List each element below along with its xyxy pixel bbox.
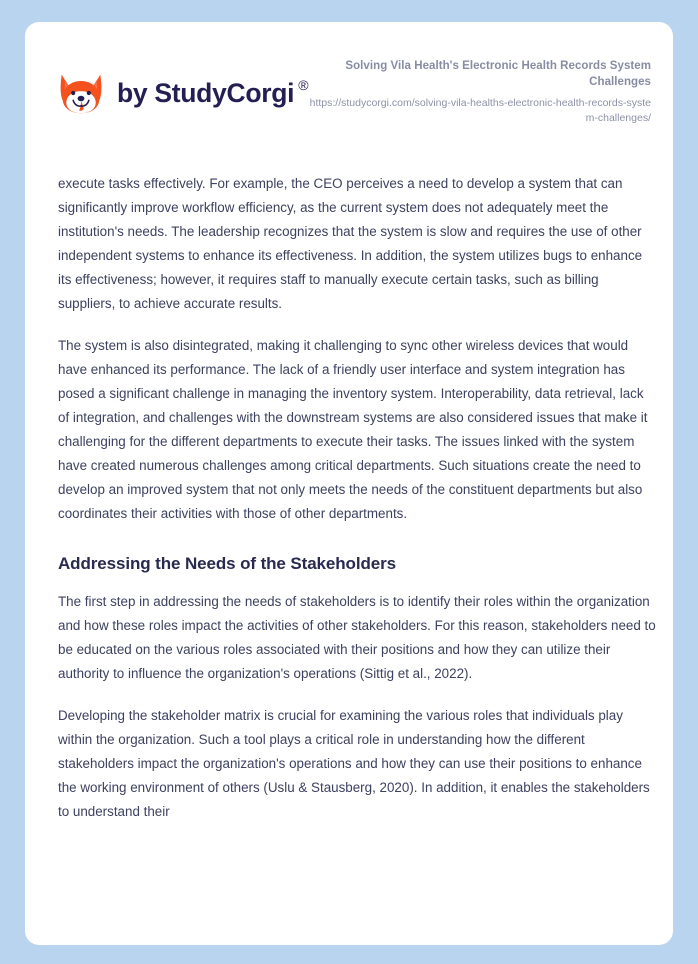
brand-lockup — [58, 66, 308, 116]
corgi-head-icon — [58, 70, 104, 116]
section-heading-stakeholders: Addressing the Needs of the Stakeholders — [58, 554, 396, 573]
paragraph-system-limitations: execute tasks effectively. For example, the CEO perceives a need to develop a system that can significantly improve workflow efficiency, as the current system does not adequately meet the institution's needs. The leadership recognizes that the system is slow and requires the use of other independent systems to enhance its effectiveness. In addition, the system utilizes bugs to enhance its effectiveness; however, it requires staff to manually execute certain tasks, such as billing suppliers, to achieve accurate results. — [58, 176, 643, 311]
document-url[interactable]: https://studycorgi.com/solving-vila-healths-electronic-health-records-system-challenges/ — [309, 97, 651, 125]
document-title: Solving Vila Health's Electronic Health Records System Challenges — [345, 59, 651, 89]
document-paper — [25, 22, 673, 945]
document-meta — [308, 56, 651, 126]
brand-wordmark-text: by StudyCorgi — [117, 77, 295, 108]
paragraph-stakeholder-matrix: Developing the stakeholder matrix is crucial for examining the various roles that individuals play within the organization. Such a tool plays a critical role in understanding how the different stakeholders impact the organization's operations and how they can use their positions to enhance the working environment of others (Uslu & Stausberg, 2020). In addition, it enables the stakeholders to understand their — [58, 708, 650, 819]
paragraph-stakeholder-roles: The first step in addressing the needs of stakeholders is to identify their roles within the organization and how these roles impact the activities of other stakeholders. For this reason, stakeholders need to be educated on the various roles associated with their positions and how they can utilize their authority to influence the organization's operations (Sittig et al., 2022). — [58, 594, 656, 681]
brand-wordmark — [117, 76, 309, 108]
paragraph-system-disintegration: The system is also disintegrated, making it challenging to sync other wireless devices that would have enhanced its performance. The lack of a friendly user interface and system integration has posed a significant challenge in managing the inventory system. Interoperability, data retrieval, lack of integration, and challenges with the downstream systems are also considered issues that make it challenging for the different departments to execute their tasks. The issues linked with the system have created numerous challenges among critical departments. Such situations create the need to develop an improved system that not only meets the needs of the constituent departments but also coordinates their activities with those of other departments. — [58, 338, 648, 521]
document-body — [58, 172, 658, 824]
registered-trademark-icon: ® — [298, 76, 309, 93]
document-header — [25, 22, 673, 160]
